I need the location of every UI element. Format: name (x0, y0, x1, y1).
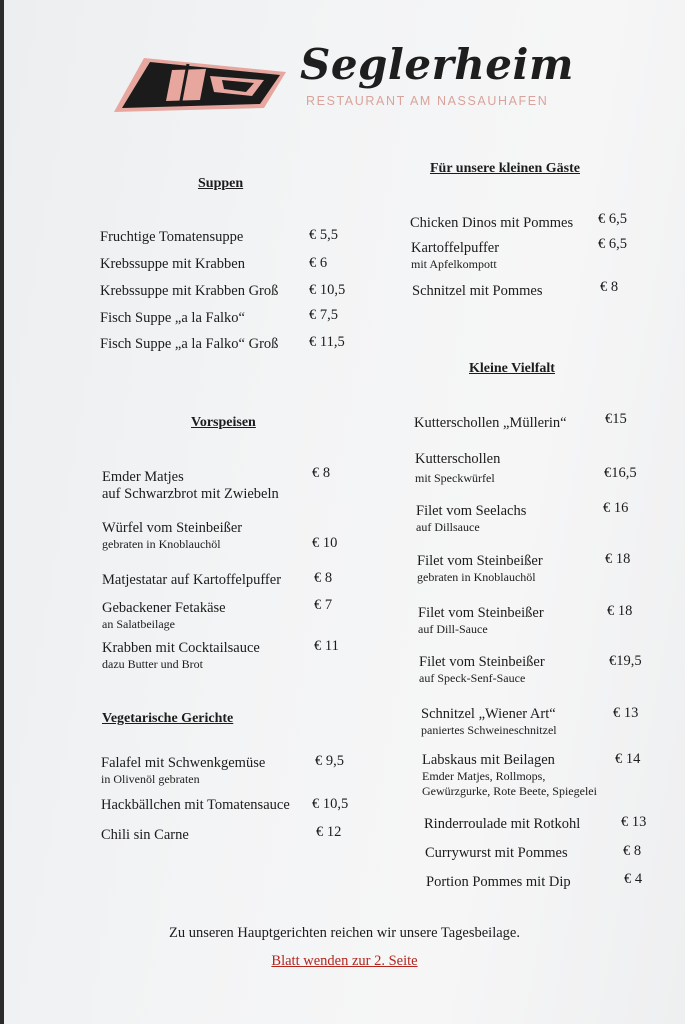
item-name: Filet vom Steinbeißer (417, 553, 543, 569)
item-price: € 10,5 (312, 796, 349, 812)
section-heading-vegetarisch: Vegetarische Gerichte (102, 711, 234, 726)
item-description: gebraten in Knoblauchöl (417, 570, 536, 584)
item-name: Matjestatar auf Kartoffelpuffer (102, 572, 282, 588)
section-heading-kinder: Für unsere kleinen Gäste (430, 161, 580, 176)
brand-name: Seglerheim (300, 40, 574, 89)
menu-item (412, 283, 543, 300)
menu-item (417, 553, 543, 585)
menu-item (100, 256, 245, 273)
menu-item (411, 240, 499, 272)
item-name: Chili sin Carne (101, 827, 189, 843)
menu-item (102, 600, 226, 632)
item-price: € 7,5 (309, 307, 338, 323)
item-description: auf Speck-Senf-Sauce (419, 671, 526, 685)
item-name: Chicken Dinos mit Pommes (410, 215, 574, 231)
menu-item (100, 310, 245, 327)
item-price: € 13 (613, 705, 639, 721)
item-price: € 6,5 (598, 211, 627, 227)
item-price: € 9,5 (315, 753, 344, 769)
menu-item (415, 451, 500, 486)
section-heading-vorspeisen: Vorspeisen (191, 415, 256, 430)
item-price: € 8 (314, 570, 333, 586)
menu-item (100, 283, 278, 300)
item-name: Emder Matjes (102, 469, 184, 485)
menu-item (426, 874, 571, 891)
menu-item (101, 827, 189, 844)
item-name: Krebssuppe mit Krabben (100, 256, 245, 272)
item-name: Filet vom Seelachs (416, 503, 527, 519)
item-price: € 5,5 (309, 227, 338, 243)
item-price: € 18 (607, 603, 633, 619)
item-name: Labskaus mit Beilagen (422, 752, 555, 768)
item-price: € 6,5 (598, 236, 627, 252)
item-name: Krebssuppe mit Krabben Groß (100, 283, 279, 299)
item-name: Fisch Suppe „a la Falko“ Groß (100, 336, 279, 352)
item-name: Würfel vom Steinbeißer (102, 520, 243, 536)
side-dish-note: Zu unseren Hauptgerichten reichen wir unsere Tagesbeilage. (168, 925, 520, 941)
item-name: Portion Pommes mit Dip (426, 874, 571, 890)
item-price: € 7 (314, 597, 333, 613)
item-description: mit Speckwürfel (415, 471, 495, 485)
item-name: Currywurst mit Pommes (425, 845, 568, 861)
menu-item (102, 640, 260, 672)
item-price: €15 (605, 411, 627, 427)
item-name: Filet vom Steinbeißer (419, 654, 545, 670)
item-description: auf Dillsauce (416, 520, 480, 534)
menu-item (424, 816, 580, 833)
item-price: € 8 (623, 843, 642, 859)
item-name: Kutterschollen „Müllerin“ (414, 415, 567, 431)
item-description: an Salatbeilage (102, 617, 175, 631)
menu-item (425, 845, 568, 862)
item-price: € 16 (603, 500, 629, 516)
item-description: auf Schwarzbrot mit Zwiebeln (102, 486, 279, 502)
item-price: € 4 (624, 871, 643, 887)
item-name: Krabben mit Cocktailsauce (102, 640, 260, 656)
item-description: gebraten in Knoblauchöl (102, 537, 221, 551)
turn-page-link[interactable]: Blatt wenden zur 2. Seite (271, 953, 418, 969)
item-price: €16,5 (604, 465, 637, 481)
item-name: Schnitzel „Wiener Art“ (421, 706, 556, 722)
item-price: € 10 (312, 535, 338, 551)
item-description: mit Apfelkompott (411, 257, 497, 271)
menu-item (102, 520, 242, 552)
brand-subtitle: RESTAURANT AM NASSAUHAFEN (306, 94, 549, 108)
menu-item (421, 706, 557, 738)
menu-item (410, 215, 573, 232)
item-description: in Olivenöl gebraten (101, 772, 200, 786)
item-name: Schnitzel mit Pommes (412, 283, 543, 299)
item-name: Fruchtige Tomatensuppe (100, 229, 244, 245)
item-price: € 8 (312, 465, 331, 481)
menu-item (418, 605, 544, 637)
item-price: € 10,5 (309, 282, 346, 298)
menu-item (102, 572, 281, 589)
menu-item (422, 752, 597, 799)
menu-item (102, 469, 279, 503)
item-description: auf Dill-Sauce (418, 622, 488, 636)
menu-item (101, 755, 265, 787)
menu-item (416, 503, 526, 535)
item-name: Fisch Suppe „a la Falko“ (100, 310, 245, 326)
menu-item (100, 336, 278, 353)
item-name: Hackbällchen mit Tomatensauce (101, 797, 290, 813)
menu-item (419, 654, 545, 686)
section-heading-suppen: Suppen (198, 176, 244, 191)
item-description: paniertes Schweineschnitzel (421, 723, 557, 737)
menu-item (100, 229, 243, 246)
item-name: Kutterschollen (415, 451, 501, 467)
item-description: dazu Butter und Brot (102, 657, 203, 671)
item-price: € 8 (600, 279, 619, 295)
item-price: € 11,5 (309, 334, 345, 350)
item-price: € 14 (615, 751, 641, 767)
item-name: Kartoffelpuffer (411, 240, 500, 256)
item-price: € 11 (314, 638, 339, 654)
item-price: € 18 (605, 551, 631, 567)
menu-page (4, 0, 685, 1024)
item-price: € 13 (621, 814, 647, 830)
item-description: Emder Matjes, Rollmops, (422, 769, 546, 783)
item-name: Gebackener Fetakäse (102, 600, 226, 616)
menu-item (414, 415, 567, 432)
item-name: Rinderroulade mit Rotkohl (424, 816, 581, 832)
section-heading-vielfalt: Kleine Vielfalt (469, 361, 555, 376)
ship-logo-icon (114, 56, 286, 114)
item-price: € 6 (309, 255, 328, 271)
item-name: Filet vom Steinbeißer (418, 605, 544, 621)
item-price: €19,5 (609, 653, 642, 669)
item-name: Falafel mit Schwenkgemüse (101, 755, 266, 771)
item-price: € 12 (316, 824, 342, 840)
item-description: Gewürzgurke, Rote Beete, Spiegelei (422, 784, 597, 798)
menu-item (101, 797, 290, 814)
